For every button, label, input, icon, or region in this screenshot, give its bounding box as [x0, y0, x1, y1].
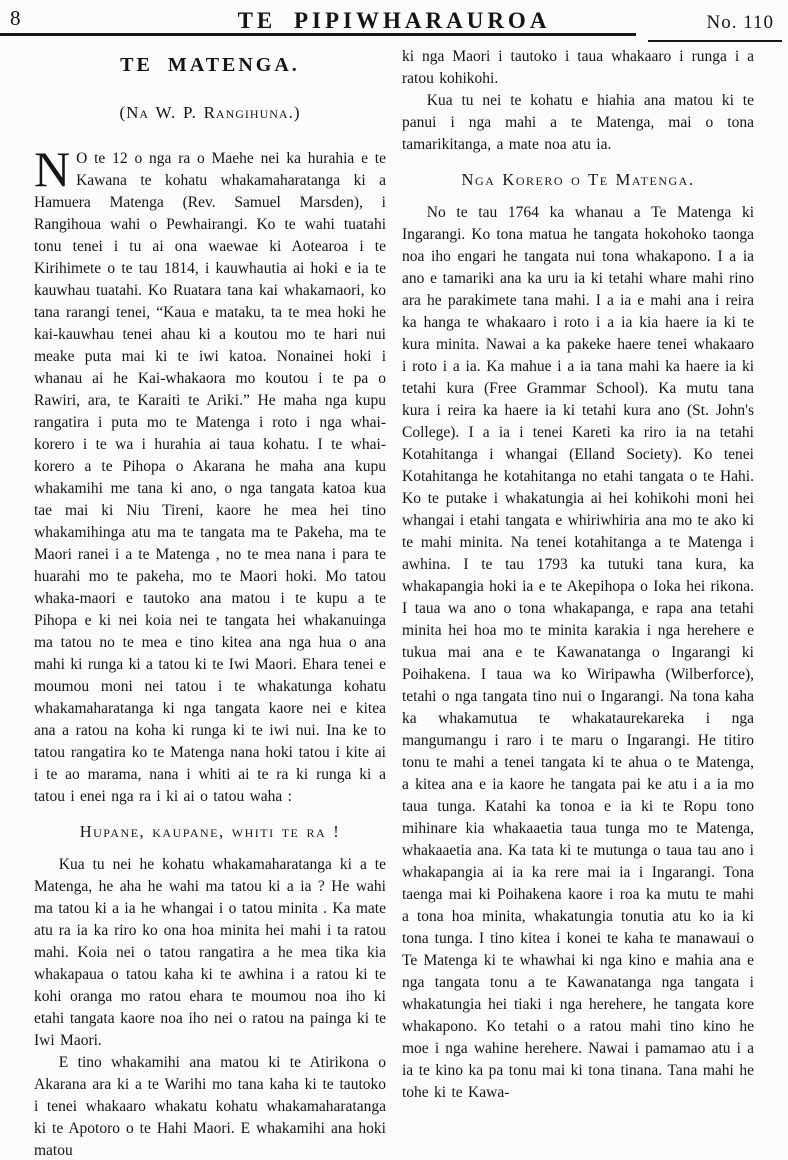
- subheading-hupane: Hupane, kaupane, whiti te ra !: [79, 822, 341, 841]
- drop-cap-letter: N: [34, 141, 71, 197]
- issue-number: No. 110: [706, 12, 774, 33]
- right-column: [402, 46, 754, 1104]
- biography-paragraph: No te tau 1764 ka whanau a Te Matenga ki Ingarangi. Ko tona matua he tangata hokohoko taonga noa iho engari he tangata nui tona whakapono. I a ia ano e tamariki ana ka uru ia ki tetahi whare mahi rino ara he parakimete tana mahi. I a ia e mahi ana i reira ka hanga te whakaaro i roto i a ia kia haere ia ki te kura minita. Nawai a ka pakeke haere tenei whakaaro i roto i a ia. Ka mahue i a ia tana mahi ka haere ia ki tetahi kura (Free Grammar School). Ka mutu tana kura i reira ka haere ia ki tetahi kura ano (St. John's College). I a ia i tenei Kareti ka riro ia na tetahi Kotahitanga i whangai (Elland Society). Ko tenei Kotahitanga he kotahitanga no etahi tangata o te Hahi. Ko te putake i whakatungia ai hei kohikohi moni hei whangai i etahi tangata e whiriwhiria ana mo te ako ki te mahi minita. Na tenei kotahitanga a te Matenga i awhina. I te tau 1793 ka tutuki tana kura, ka whakapangia hoki ia e te Akepihopa o Ioka hei rikona. I taua wa ano o tona whakapanga, e rapa ana tetahi minita hei hoa mo te minita karakia i nga herehere e tukua mai ana e te Kawanatanga o Ingarangi ki Poihakena. I taua wa ko Wiripawha (Wilberforce), tetahi o nga tangata tino nui o Ingarangi. Na tona kaha ka whakamutua te whakataurekareka i nga mangumangu i raro i te maru o Ingarangi. He titiro tonu te mahi a tenei tangata ki te ahua o te Matenga, a kitea ana e ia kaore he tangata pai ke atu i a ia mo taua tunga. Katahi ka tonoa e ia ki te Ropu tono mihinare kia whakaaetia taua tunga mo te Matenga, whakaaetia ana. Ka tata ki te mutunga o taua tau ano i whakapangia ai ia ka rere mai ia i Ingarangi. Tona taenga mai ki Poihakena kaore i roa ka mutu te mahi a tona hoa minita, whakatungia tonutia atu ko ia ki tona tunga. I tino kitea i konei te kaha te manawaui o Te Matenga ki te whawhai ki nga kino e mahia ana e nga tangata tonu a te Kawanatanga nga tangata i whakatungia hei tiaki i nga herehere, he tangata kore whakapono. Ko tetahi o a ratou mahi tino kino he moe i nga wahine herehere. Nawai i pamamao atu i a ia te kino ka pa tonu mai ki tona tinana. Tana mahi he tohe ki te Kawa-: [402, 204, 755, 1101]
- thanks-paragraph: E tino whakamihi ana matou ki te Atirikona o Akarana ara ki a te Warihi mo tana kaha ki te tautoko i tenei whakaaro whakatu kohatu whakamaharatanga ki te Apotoro o te Hahi Maori. E whakamihi ana hoki matou: [34, 1054, 386, 1159]
- article-title: TE MATENGA.: [120, 54, 300, 76]
- opening-paragraph: [34, 141, 386, 808]
- opening-paragraph-text: O te 12 o nga ra o Maehe nei ka hurahia e te Kawana te kohatu whakamaharatanga ki a Hamuera Matenga (Rev. Samuel Marsden), i Rangihoua wahi o Pewhairangi. Ko te wahi tuatahi tonu tenei i tu ai ona waewae ki Aotearoa i te Kirihimete o te tau 1814, i kauwhautia ai hoki e ia te kauwhau tuatahi. Ko Ruatara tana kai whakamaori, ko tana rarangi tenei, “Kaua e mataku, ta te mea hoki he kai-kauwhau tenei ahau ki a koutou mo te hari nui meake puta mai ki te iwi katoa. Nonainei hoki i whanau ai he Kai-whakaora mo koutou i te pa o Rawiri, ara, te Karaiti te Ariki.” He maha nga kupu rangatira i puta mo te Matenga i roto i nga whai-korero i te wa i hurahia ai taua kohatu. I te whai-korero a te Pihopa o Akarana he maha ana kupu whakamihi me tana ki ano, o nga tangata katoa kua tae mai ki Niu Tireni, kaore he mea hei tino whakamihinga atu ma te tangata ma te Pakeha, ma te Maori ranei i a te Matenga , no te mea nana i para te huarahi mo te pakeha, mo te Maori hoki. Mo tatou whaka-maori e tautoko ana matou i te kupu a te Pihopa e ki nei koia nei te tangata hei whakanuinga ma tatou no te mea e tino kitea ana nga hua o ana mahi ki runga ki a tatou ki te Iwi Maori. Ehara tenei e moumou moni nei tatou i te whakatunga kohatu whakamaharatanga ki nga tangata kaore nei e kitea ana a ratou na koha ki runga ki te iwi nui. Ina ke to tatou rangatira ko te Matenga nana hoki tatou i kite ai i te ao marama, nana i whiti ai te ra ki runga ki a tatou i enei nga ra i ki ai o tatou waha :: [34, 150, 386, 805]
- masthead-title: TE PIPIWHARAUROA: [237, 8, 551, 33]
- continuation-paragraph: ki nga Maori i tautoko i taua whakaaro i runga i a ratou kohikohi.: [402, 48, 754, 87]
- article-byline: (Na W. P. Rangihuna.): [119, 103, 301, 122]
- issue-number-underline: [648, 40, 782, 42]
- header-rule: [0, 33, 636, 36]
- page-number: 8: [10, 6, 22, 30]
- unveiling-paragraph: Kua tu nei te kohatu e hiahia ana matou ki te panui i nga mahi a te Matenga, mai o tona tamarikitanga, a mate noa atu ia.: [402, 92, 754, 153]
- subheading-nga-korero: Nga Korero o Te Matenga.: [461, 170, 695, 189]
- left-column: [34, 46, 386, 1160]
- memorial-paragraph: Kua tu nei he kohatu whakamaharatanga ki a te Matenga, he aha he wahi ma tatou ki a ia ? He wahi ma tatou ki a ia he whangai i o tatou minita . Ka mate atu ra ia ka riro ko ona hoa minita hei mahi i ta ratou mahi. Koia nei o tatou rangatira a he mea tika kia whakapaua o tatou kaha ki te awhina i a ratou ki te kohi oranga mo ratou ehara te moumou noa iho ki etahi tangata kaore noa iho nei o ratou na painga ki te Iwi Maori.: [34, 856, 386, 1049]
